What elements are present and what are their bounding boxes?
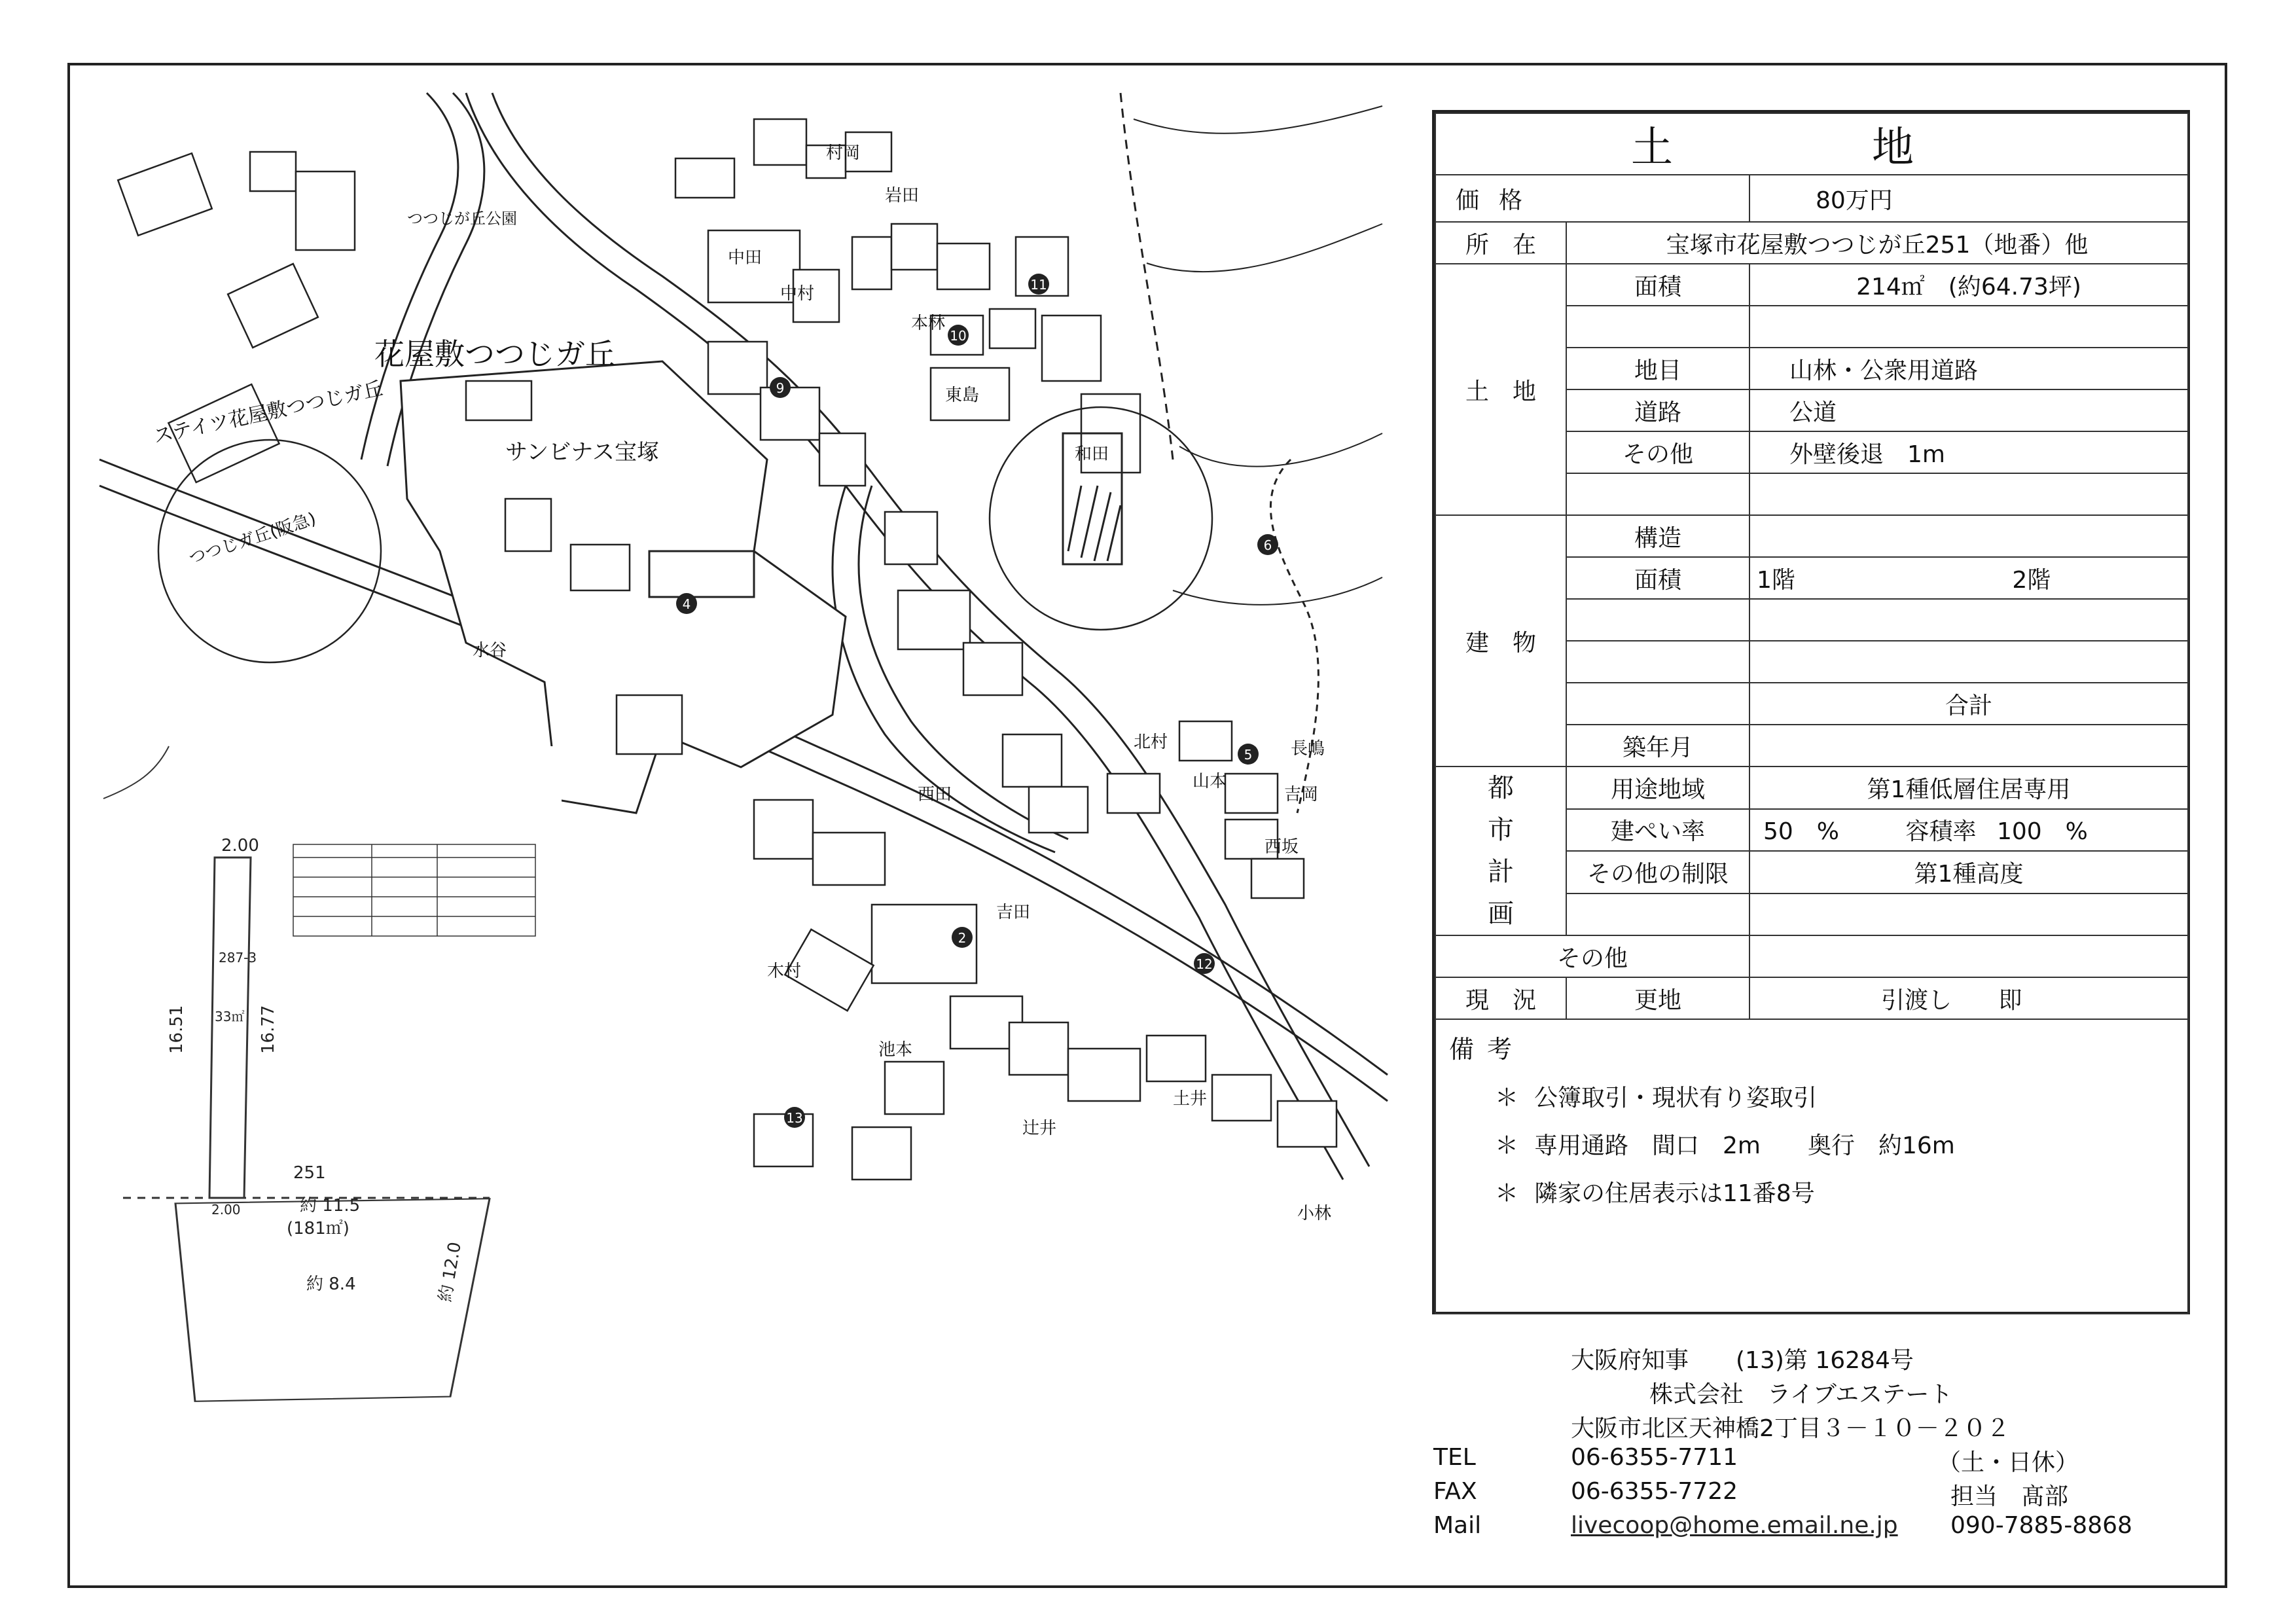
svg-text:12: 12 bbox=[1196, 956, 1213, 972]
building-built-label: 築年月 bbox=[1566, 725, 1749, 767]
land-road-label: 道路 bbox=[1566, 389, 1749, 431]
svg-text:5: 5 bbox=[1244, 747, 1253, 763]
handover-value: 即 bbox=[1998, 986, 2022, 1014]
company-name: 株式会社 ライブエステート bbox=[1649, 1381, 1953, 1408]
svg-text:2: 2 bbox=[958, 930, 967, 946]
location-value: 宝塚市花屋敷つつじが丘251（地番）他 bbox=[1566, 222, 2188, 264]
plot-lot-number: 251 bbox=[293, 1163, 326, 1183]
map-name-label: 中村 bbox=[780, 284, 815, 304]
map-name-label: 山本 bbox=[1193, 772, 1227, 791]
plot-top-width: 2.00 bbox=[221, 836, 259, 856]
price-value: 80万円 bbox=[1749, 175, 2188, 222]
sheet-title: 土 地 bbox=[1435, 113, 2188, 175]
mobile-number: 090-7885-8868 bbox=[1950, 1512, 2132, 1539]
map-park-name: つつじが丘公園 bbox=[407, 209, 517, 228]
building-floor1: 1階 bbox=[1757, 566, 1795, 594]
land-chimoku-value: 山林・公衆用道路 bbox=[1749, 348, 2188, 389]
building-floors bbox=[1749, 557, 2188, 599]
building-floor2: 2階 bbox=[2012, 566, 2051, 594]
restrict-value: 第1種高度 bbox=[1749, 851, 2188, 893]
building-total-label: 合計 bbox=[1749, 683, 2188, 725]
land-area-value: 214㎡ (約64.73坪) bbox=[1749, 264, 2188, 306]
map-area-name: 花屋敷つつじガ丘 bbox=[374, 336, 615, 372]
map-name-label: 長嶋 bbox=[1291, 739, 1325, 759]
map-name-label: 岩田 bbox=[885, 186, 920, 206]
map-circle-number bbox=[676, 593, 697, 614]
map-name-label: 水谷 bbox=[473, 641, 507, 660]
map-name-label: 本林 bbox=[911, 314, 946, 333]
price-label: 価格 bbox=[1435, 175, 1749, 222]
land-chimoku-label: 地目 bbox=[1566, 348, 1749, 389]
map-name-label: 土井 bbox=[1173, 1089, 1208, 1109]
plot-right-edge: 約 12.0 bbox=[435, 1240, 465, 1304]
status-label: 現 況 bbox=[1435, 977, 1566, 1019]
map-name-label: 小林 bbox=[1297, 1204, 1332, 1223]
land-area-label: 面積 bbox=[1566, 264, 1749, 306]
svg-text:13: 13 bbox=[786, 1110, 803, 1126]
company-address: 大阪市北区天神橋2丁目３－１０－２０２ bbox=[1571, 1415, 2010, 1442]
svg-text:10: 10 bbox=[950, 328, 967, 344]
plot-left-length: 16.51 bbox=[167, 1005, 187, 1054]
land-other-label: その他 bbox=[1566, 431, 1749, 473]
plot-bottom-edge: 約 8.4 bbox=[306, 1274, 356, 1294]
mail-link[interactable]: livecoop@home.email.ne.jp bbox=[1571, 1512, 1898, 1539]
map-name-label: 吉岡 bbox=[1284, 785, 1319, 804]
svg-text:9: 9 bbox=[776, 380, 785, 396]
plot-diagram bbox=[97, 746, 562, 1304]
tel-label: TEL bbox=[1433, 1444, 1476, 1471]
plot-mid-width: 2.00 bbox=[211, 1202, 241, 1218]
location-label: 所 在 bbox=[1435, 222, 1566, 264]
restrict-label: その他の制限 bbox=[1566, 851, 1749, 893]
other-label: その他 bbox=[1435, 935, 1749, 977]
land-other-value: 外壁後退 1m bbox=[1749, 431, 2188, 473]
company-license: 大阪府知事 (13)第 16284号 bbox=[1571, 1347, 1914, 1374]
map-name-label: 和田 bbox=[1075, 444, 1109, 464]
map-building-name: サンビナス宝塚 bbox=[505, 439, 659, 465]
map-circle-number bbox=[784, 1107, 805, 1128]
status-value: 更地 bbox=[1566, 977, 1749, 1019]
fax-number: 06-6355-7722 bbox=[1571, 1478, 1738, 1505]
svg-text:4: 4 bbox=[682, 596, 691, 612]
far-value: 100 % bbox=[1996, 818, 2088, 846]
map-circle-number bbox=[1257, 534, 1278, 555]
map-circle-number bbox=[1238, 744, 1259, 765]
land-road-value: 公道 bbox=[1749, 389, 2188, 431]
map-name-label: 東島 bbox=[945, 386, 980, 405]
holiday: （土・日休） bbox=[1937, 1449, 2079, 1476]
city-category: 都市計画 bbox=[1435, 767, 1566, 935]
map-circle-number bbox=[1194, 953, 1215, 974]
land-category: 土 地 bbox=[1435, 264, 1566, 515]
building-category: 建 物 bbox=[1435, 515, 1566, 767]
note-item: ＊ 公簿取引・現状有り姿取引 bbox=[1495, 1085, 1818, 1111]
map-name-label: 西坂 bbox=[1265, 837, 1299, 857]
company-block bbox=[1433, 1342, 2193, 1564]
property-info-sheet bbox=[1432, 110, 2190, 1314]
note-item: ＊ 専用通路 間口 2m 奥行 約16m bbox=[1495, 1132, 1955, 1159]
map-name-label: 北村 bbox=[1134, 732, 1168, 752]
note-item: ＊ 隣家の住居表示は11番8号 bbox=[1495, 1180, 1815, 1207]
map-circle-number bbox=[952, 927, 973, 948]
plot-right-length: 16.77 bbox=[259, 1005, 278, 1054]
map-name-label: 池本 bbox=[878, 1040, 913, 1060]
plot-top-edge: 約 11.5 bbox=[300, 1196, 361, 1216]
notes-title: 備考 bbox=[1449, 1035, 1526, 1064]
plot-area-small: 33㎡ bbox=[215, 1009, 245, 1024]
map-bus-stop: つつじガ丘(阪急) bbox=[186, 509, 319, 569]
ratio-values bbox=[1749, 809, 2188, 852]
building-structure-label: 構造 bbox=[1566, 515, 1749, 557]
map-residence-name: ステイツ花屋敷つつじガ丘 bbox=[151, 377, 386, 448]
svg-text:11: 11 bbox=[1030, 277, 1047, 293]
svg-text:6: 6 bbox=[1263, 537, 1272, 553]
map-name-label: 中田 bbox=[728, 248, 762, 268]
plot-lot-area: (181㎡) bbox=[287, 1219, 350, 1238]
map-circle-number bbox=[1028, 274, 1049, 295]
map-circle-number bbox=[770, 377, 791, 398]
map-name-label: 西田 bbox=[918, 785, 952, 804]
handover bbox=[1749, 977, 2188, 1019]
zone-label: 用途地域 bbox=[1566, 767, 1749, 809]
bcr-label: 建ぺい率 bbox=[1566, 809, 1749, 852]
map-name-label: 吉田 bbox=[996, 903, 1031, 922]
far-label: 容積率 bbox=[1905, 818, 1977, 846]
tel-number: 06-6355-7711 bbox=[1571, 1444, 1738, 1471]
map-name-label: 木村 bbox=[767, 962, 802, 981]
map-name-label: 村岡 bbox=[826, 143, 861, 163]
bcr-value: 50 % bbox=[1763, 818, 1840, 846]
mail-label: Mail bbox=[1433, 1512, 1482, 1539]
map-name-label: 辻井 bbox=[1022, 1119, 1057, 1138]
zone-value: 第1種低層住居専用 bbox=[1749, 767, 2188, 809]
notes-section bbox=[1435, 1019, 2188, 1314]
handover-label: 引渡し bbox=[1881, 986, 1952, 1014]
staff: 担当 髙部 bbox=[1950, 1483, 2069, 1510]
building-area-label: 面積 bbox=[1566, 557, 1749, 599]
plot-lot-top: 287-3 bbox=[219, 950, 257, 965]
map-circle-number bbox=[948, 325, 969, 346]
fax-label: FAX bbox=[1433, 1478, 1477, 1505]
